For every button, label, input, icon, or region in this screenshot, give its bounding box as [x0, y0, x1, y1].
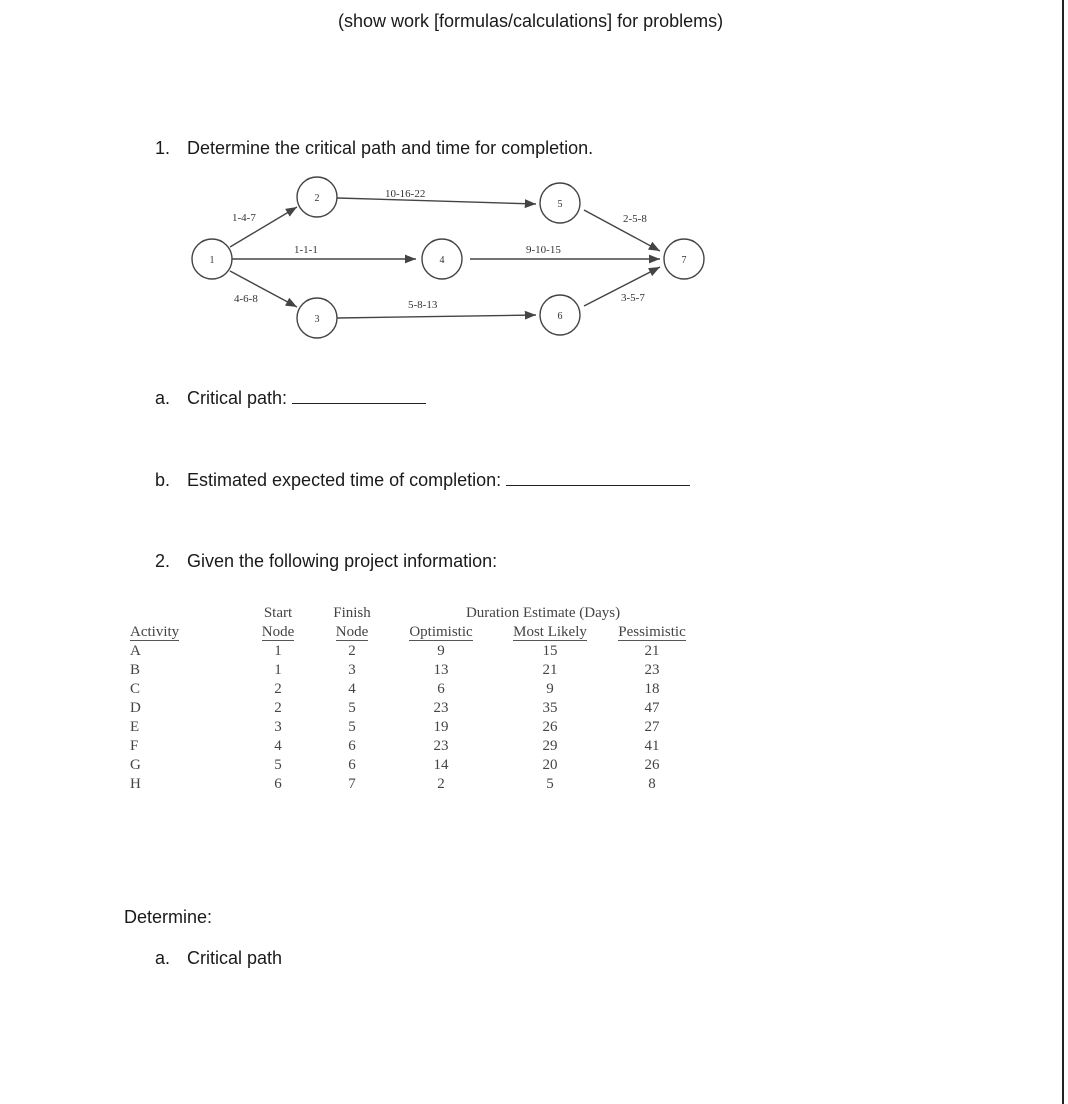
most-likely-cell: 26: [542, 719, 558, 735]
node-6-label: 6: [557, 311, 563, 322]
start-node-cell: 1: [274, 643, 282, 659]
problem-text: Determine the critical path and time for completion.: [187, 138, 594, 158]
edge-label-1-3: 4-6-8: [234, 293, 258, 305]
edge-label-1-4: 1-1-1: [294, 244, 318, 256]
node-1-label: 1: [209, 255, 215, 266]
finish-node-cell: 6: [348, 738, 356, 754]
activity-cell: C: [130, 681, 141, 697]
expected-time-label: Estimated expected time of completion:: [187, 470, 502, 490]
table-header-row-2: [130, 623, 700, 642]
problem-2-prompt: [155, 551, 497, 572]
pessimistic-cell: 8: [648, 776, 656, 792]
edge-label-6-7: 3-5-7: [621, 292, 645, 304]
node-2-label: 2: [314, 193, 320, 204]
table-row: [130, 699, 700, 718]
start-node-cell: 3: [274, 719, 282, 735]
table-row: [130, 718, 700, 737]
most-likely-cell: 35: [542, 700, 558, 716]
optimistic-cell: 23: [433, 700, 449, 716]
start-node-cell: 2: [274, 681, 282, 697]
finish-header-top: Finish: [333, 605, 371, 621]
table-header-row-1: [130, 604, 700, 623]
page-right-border: [1062, 0, 1064, 1104]
finish-node-cell: 4: [348, 681, 356, 697]
pessimistic-header: Pessimistic: [618, 624, 686, 640]
optimistic-cell: 9: [437, 643, 445, 659]
project-activity-table: [130, 604, 700, 794]
node-4-label: 4: [439, 255, 445, 266]
table-row: [130, 680, 700, 699]
problem-1-prompt: [155, 138, 593, 159]
finish-node-header: Node: [335, 624, 369, 640]
most-likely-cell: 21: [542, 662, 558, 678]
expected-time-answer-blank[interactable]: [506, 467, 690, 486]
activity-cell: G: [130, 757, 141, 773]
pessimistic-cell: 18: [644, 681, 660, 697]
finish-node-cell: 5: [348, 719, 356, 735]
most-likely-cell: 5: [546, 776, 554, 792]
edge-label-2-5: 10-16-22: [385, 188, 426, 200]
start-node-cell: 5: [274, 757, 282, 773]
table-row: [130, 775, 700, 794]
start-node-header: Node: [261, 624, 295, 640]
most-likely-cell: 20: [542, 757, 558, 773]
show-work-instruction: (show work [formulas/calculations] for problems): [338, 11, 724, 31]
finish-node-cell: 2: [348, 643, 356, 659]
node-7-label: 7: [681, 255, 687, 266]
problem-1-part-a: [155, 385, 426, 409]
optimistic-cell: 14: [433, 757, 449, 773]
determine-heading: Determine:: [124, 907, 213, 927]
finish-node-cell: 6: [348, 757, 356, 773]
table-row: [130, 642, 700, 661]
optimistic-cell: 13: [433, 662, 449, 678]
edge-2-5: [337, 198, 536, 204]
start-node-cell: 4: [274, 738, 282, 754]
activity-cell: A: [130, 643, 141, 659]
most-likely-header: Most Likely: [513, 624, 587, 640]
critical-path-answer-blank[interactable]: [292, 385, 426, 404]
critical-path-label: Critical path: [187, 948, 283, 968]
activity-cell: B: [130, 662, 141, 678]
pessimistic-cell: 47: [644, 700, 660, 716]
optimistic-cell: 2: [437, 776, 445, 792]
edge-label-5-7: 2-5-8: [623, 213, 647, 225]
most-likely-cell: 9: [546, 681, 554, 697]
pessimistic-cell: 41: [644, 738, 660, 754]
problem-text: Given the following project information:: [187, 551, 498, 571]
finish-node-cell: 3: [348, 662, 356, 678]
activity-cell: D: [130, 700, 141, 716]
critical-path-label: Critical path:: [187, 388, 288, 408]
problem-1-part-b: [155, 467, 690, 491]
pessimistic-cell: 27: [644, 719, 660, 735]
activity-cell: E: [130, 719, 140, 735]
activity-cell: H: [130, 776, 141, 792]
duration-estimate-header: Duration Estimate (Days): [465, 605, 621, 621]
pessimistic-cell: 23: [644, 662, 660, 678]
start-node-cell: 1: [274, 662, 282, 678]
optimistic-cell: 19: [433, 719, 449, 735]
project-network-diagram: [188, 175, 718, 345]
pessimistic-cell: 26: [644, 757, 660, 773]
finish-node-cell: 7: [348, 776, 356, 792]
edge-label-3-6: 5-8-13: [408, 299, 438, 311]
start-node-cell: 6: [274, 776, 282, 792]
table-row: [130, 756, 700, 775]
optimistic-cell: 23: [433, 738, 449, 754]
problem-2-part-a: [155, 948, 282, 969]
start-node-cell: 2: [274, 700, 282, 716]
activity-cell: F: [130, 738, 139, 754]
problem-number: 1.: [155, 138, 171, 158]
most-likely-cell: 15: [542, 643, 558, 659]
edge-label-1-2: 1-4-7: [232, 212, 256, 224]
optimistic-cell: 6: [437, 681, 445, 697]
edge-3-6: [337, 315, 536, 318]
start-header-top: Start: [263, 605, 293, 621]
finish-node-cell: 5: [348, 700, 356, 716]
pessimistic-cell: 21: [644, 643, 660, 659]
table-row: [130, 737, 700, 756]
activity-header: Activity: [130, 624, 180, 640]
most-likely-cell: 29: [542, 738, 558, 754]
node-3-label: 3: [314, 314, 320, 325]
optimistic-header: Optimistic: [409, 624, 473, 640]
part-letter: b.: [155, 470, 171, 490]
problem-number: 2.: [155, 551, 171, 571]
table-row: [130, 661, 700, 680]
node-5-label: 5: [557, 199, 563, 210]
edge-5-7: [584, 210, 660, 251]
part-letter: a.: [155, 388, 171, 408]
part-letter: a.: [155, 948, 171, 968]
edge-label-4-7: 9-10-15: [526, 244, 561, 256]
